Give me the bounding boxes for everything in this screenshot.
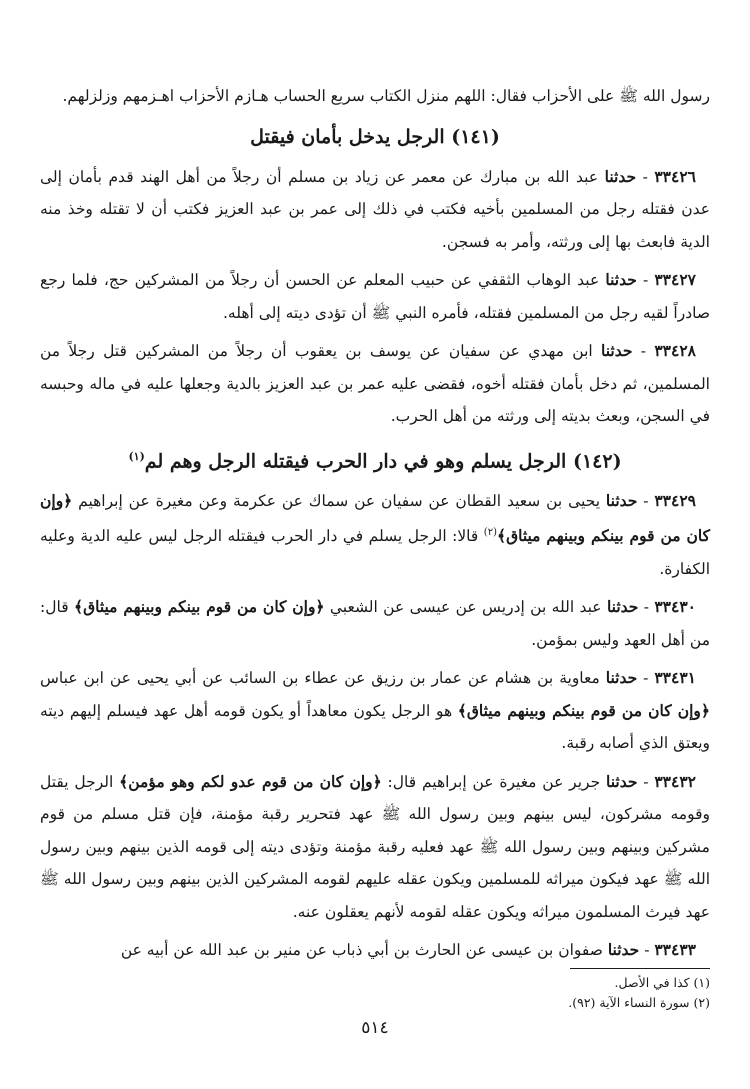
hadith-33430: ٣٣٤٣٠ - حدثنا عبد الله بن إدريس عن عيسى عن الشعبي ﴿وإن كان من قوم بينكم وبينهم ميثاق﴾ قال: من أهل العهد وليس بمؤمن. xyxy=(40,597,710,649)
hadith-lead: حدثنا xyxy=(605,490,638,510)
quran-quote: ﴿وإن كان من قوم بينكم وبينهم ميثاق﴾ xyxy=(457,700,710,720)
hadith-text-part-2: قالا: الرجل يسلم في دار الحرب فيقتله الرجل ليس عليه الدية وعليه الكفارة. xyxy=(40,527,710,578)
hadith-33427: ٣٣٤٢٧ - حدثنا عبد الوهاب الثقفي عن حبيب المعلم عن الحسن أن رجلاً من المشركين حج، فلما رجع صادراً لقيه رجل من المسلمين فقتله، فأمره النبي ﷺ أن تؤدى ديته إلى أهله. xyxy=(40,270,710,322)
hadith-33426: ٣٣٤٢٦ - حدثنا عبد الله بن مبارك عن معمر عن زياد بن مسلم أن رجلاً من أهل الهند قدم بأمان إلى عدن فقتله رجل من المسلمين بأخيه فكتب في ذلك إلى عمر بن عبد العزيز فكتب أن لا تقتله وخذ منه الدية فابعث بها إلى ورثته، وأمر به فسجن. xyxy=(40,166,710,251)
footnotes xyxy=(40,968,710,1013)
intro-paragraph xyxy=(40,80,710,113)
hadith-number: ٣٣٤٢٩ xyxy=(654,490,696,510)
footnote-divider xyxy=(570,968,710,969)
hadith-text: صفوان بن عيسى عن الحارث بن أبي ذباب عن منير بن عبد الله عن أبيه عن xyxy=(120,941,603,960)
hadith-33431: ٣٣٤٣١ - حدثنا معاوية بن هشام عن عمار بن رزيق عن عطاء بن السائب عن أبي يحيى عن ابن عباس ﴿وإن كان من قوم بينكم وبينهم ميثاق﴾ هو الرجل يكون معاهداً أو يكون قومه أهل عهد فيسلم إليهم ديته ويعتق الذي أصابه رقبة. xyxy=(40,668,710,753)
hadith-33428: ٣٣٤٢٨ - حدثنا ابن مهدي عن سفيان عن يوسف بن يعقوب أن رجلاً من المشركين قتل رجلاً من المسلمين، ثم دخل بأمان فقتله أخوه، فقضى عليه عمر بن عبد العزيز بالدية وجعلها عليه في ماله وحبسه في السجن، وبعث بديته إلى ورثته من أهل الحرب. xyxy=(40,341,710,425)
hadith-number: ٣٣٤٣٢ xyxy=(654,771,696,791)
hadith-text-part-1: عبد الله بن إدريس عن عيسى عن الشعبي xyxy=(329,598,602,617)
hadith-lead: حدثنا xyxy=(601,341,633,360)
hadith-text-part-1: جرير عن مغيرة عن إبراهيم قال: xyxy=(387,772,601,791)
section-142-title xyxy=(40,443,710,475)
hadith-text: عبد الله بن مبارك عن معمر عن زياد بن مسلم أن رجلاً من أهل الهند قدم بأمان إلى عدن فقتله رجل من المسلمين بأخيه فكتب في ذلك إلى عمر بن عبد العزيز فكتب أن لا تقتله وخذ منه الدية فابعث بها إلى ورثته، وأمر به فسجن. xyxy=(40,167,710,251)
intro-line-2: وزلزلهم. xyxy=(62,87,118,105)
footnote-1: (١) كذا في الأصل. xyxy=(614,975,710,990)
hadith-number: ٣٣٤٢٧ xyxy=(654,270,696,289)
hadith-number: ٣٣٤٢٦ xyxy=(654,166,696,186)
hadith-lead: حدثنا xyxy=(604,166,637,186)
hadith-number: ٣٣٤٢٨ xyxy=(654,341,696,360)
hadith-text-part-2: هو الرجل يكون معاهداً أو يكون قومه أهل عهد فيسلم إليهم ديته ويعتق الذي أصابه رقبة. xyxy=(40,701,710,753)
hadith-text: عبد الوهاب الثقفي عن حبيب المعلم عن الحسن أن رجلاً من المشركين حج، فلما رجع صادراً لقيه رجل من المسلمين فقتله، فأمره النبي ﷺ أن تؤدى ديته إلى أهله. xyxy=(40,271,710,322)
quran-quote: ﴿وإن كان من قوم بينكم وبينهم ميثاق﴾ xyxy=(74,597,325,617)
hadith-number: ٣٣٤٣١ xyxy=(654,668,696,688)
hadith-number: ٣٣٤٣٣ xyxy=(654,940,696,960)
quran-quote: ﴿وإن كان من قوم بينكم وبينهم ميثاق﴾ xyxy=(40,490,710,546)
hadith-text: ابن مهدي عن سفيان عن يوسف بن يعقوب أن رجلاً من المشركين قتل رجلاً من المسلمين، ثم دخل بأمان فقتله أخوه، فقضى عليه عمر بن عبد العزيز بالدية وجعلها عليه في ماله وحبسه في السجن، وبعث بديته إلى ورثته من أهل الحرب. xyxy=(40,342,710,425)
hadith-33429: ٣٣٤٢٩ - حدثنا يحيى بن سعيد القطان عن سفيان عن سماك عن عكرمة وعن مغيرة عن إبراهيم ﴿وإن كان من قوم بينكم وبينهم ميثاق﴾$^{(٢)}$ قالا: الرجل يسلم في دار الحرب فيقتله الرجل ليس عليه الدية وعليه الكفارة. xyxy=(40,490,710,578)
page-number: ٥١٤ xyxy=(361,1018,389,1038)
section-141-title: (١٤١) الرجل يدخل بأمان فيقتل xyxy=(250,125,500,148)
hadith-text-part-1: يحيى بن سعيد القطان عن سفيان عن سماك عن عكرمة وعن مغيرة عن إبراهيم xyxy=(78,491,601,510)
page-body xyxy=(40,80,710,973)
hadith-text-part-2: قال: من أهل العهد وليس بمؤمن. xyxy=(40,598,710,649)
footnote-ref-2: (٢) xyxy=(483,527,497,539)
footnote-2: (٢) سورة النساء الآية (٩٢). xyxy=(568,995,710,1010)
hadith-text-part-2: الرجل يقتل وقومه مشركون، ليس بينهم وبين رسول الله ﷺ عهد فتحرير رقبة مؤمنة، فإن قتل مسلم من قوم مشركين وبينهم وبين رسول الله ﷺ عهد فعليه رقبة مؤمنة وتؤدى ديته إلى قومه الذين بينهم وبين رسول الله ﷺ عهد فيكون ميراثه للمسلمين ويكون عقله عليهم لقومه المشركين الذين بينهم وبين رسول الله ﷺ عهد فيرث المسلمون ميراثه ويكون عقله لقومه لأنهم يعقلون عنه. xyxy=(40,772,710,921)
hadith-lead: حدثنا xyxy=(607,940,640,960)
hadith-33433: ٣٣٤٣٣ - حدثنا صفوان بن عيسى عن الحارث بن أبي ذباب عن منير بن عبد الله عن أبيه عن xyxy=(120,940,696,960)
footnote-ref-1: (١) xyxy=(128,449,145,463)
hadith-text-part-1: معاوية بن هشام عن عمار بن رزيق عن عطاء بن السائب عن أبي يحيى عن ابن عباس xyxy=(40,669,600,688)
section-142-title-text: (١٤٢) الرجل يسلم وهو في دار الحرب فيقتله الرجل وهم لم xyxy=(144,449,622,472)
intro-line-1: رسول الله ﷺ على الأحزاب فقال: اللهم منزل الكتاب سريع الحساب هـازم الأحزاب اهـزمهم xyxy=(122,87,710,105)
hadith-33432: ٣٣٤٣٢ - حدثنا جرير عن مغيرة عن إبراهيم قال: ﴿وإن كان من قوم عدو لكم وهو مؤمن﴾ الرجل يقتل وقومه مشركون، ليس بينهم وبين رسول الله ﷺ عهد فتحرير رقبة مؤمنة، فإن قتل مسلم من قوم مشركين وبينهم وبين رسول الله ﷺ عهد فعليه رقبة مؤمنة وتؤدى ديته إلى قومه الذين بينهم وبين رسول الله ﷺ عهد فيكون ميراثه للمسلمين ويكون عقله عليهم لقومه المشركين الذين بينهم وبين رسول الله ﷺ عهد فيرث المسلمون ميراثه ويكون عقله لقومه لأنهم يعقلون عنه. xyxy=(40,771,710,921)
hadith-lead: حدثنا xyxy=(605,668,638,688)
hadith-lead: حدثنا xyxy=(606,597,639,617)
quran-quote: ﴿وإن كان من قوم عدو لكم وهو مؤمن﴾ xyxy=(119,771,382,791)
hadith-lead: حدثنا xyxy=(605,270,637,289)
hadith-lead: حدثنا xyxy=(606,771,638,791)
hadith-number: ٣٣٤٣٠ xyxy=(654,597,696,617)
